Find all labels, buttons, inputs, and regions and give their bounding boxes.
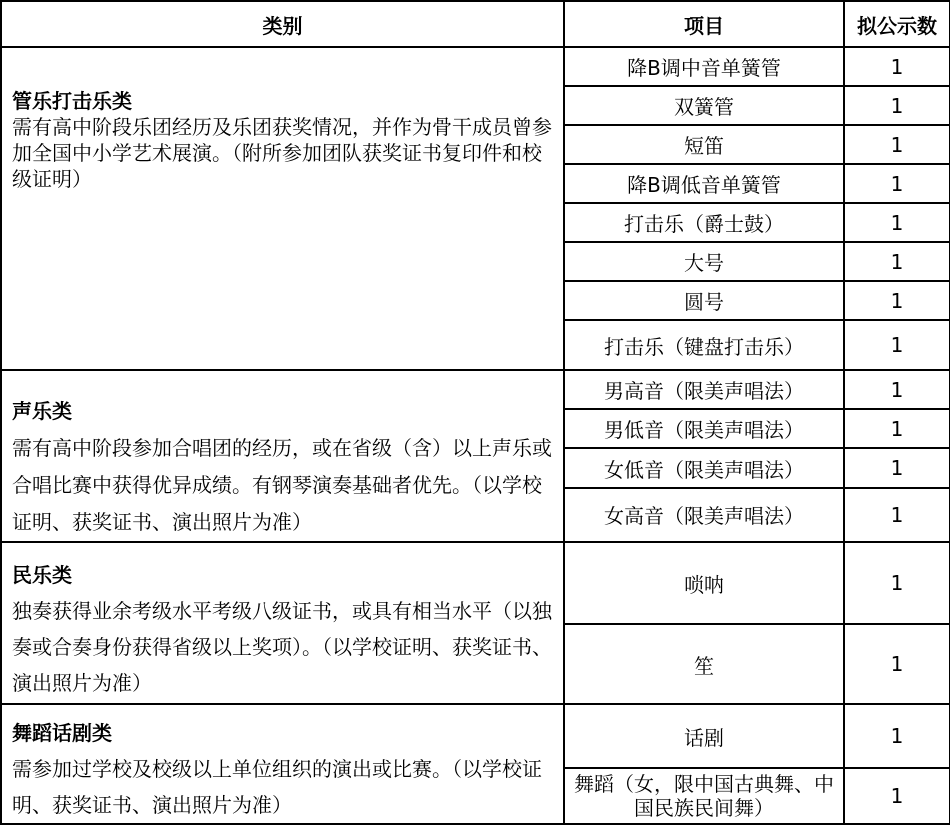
header-count: 拟公示数	[844, 1, 950, 47]
count-cell: 1	[844, 203, 950, 242]
category-description: 独奏获得业余考级水平考级八级证书，或具有相当水平（以独奏或合奏身份获得省级以上奖项）。（以学校证明、获奖证书、演出照片为准）	[12, 599, 552, 695]
item-cell: 话剧	[564, 704, 844, 768]
count-cell: 1	[844, 542, 950, 624]
table-row	[1, 370, 950, 409]
item-cell: 笙	[564, 624, 844, 704]
count-cell: 1	[844, 370, 950, 409]
item-cell: 舞蹈（女，限中国古典舞、中国民族民间舞）	[564, 768, 844, 824]
item-cell: 打击乐（键盘打击乐）	[564, 320, 844, 370]
item-cell: 男低音（限美声唱法）	[564, 409, 844, 448]
table-row	[1, 47, 950, 86]
table-row	[1, 704, 950, 768]
item-cell: 男高音（限美声唱法）	[564, 370, 844, 409]
count-cell: 1	[844, 409, 950, 448]
item-cell: 降B调低音单簧管	[564, 164, 844, 203]
item-cell: 短笛	[564, 125, 844, 164]
category-description: 需参加过学校及校级以上单位组织的演出或比赛。（以学校证明、获奖证书、演出照片为准）	[12, 757, 542, 817]
category-title: 舞蹈话剧类	[12, 721, 112, 745]
count-cell: 1	[844, 164, 950, 203]
category-title: 声乐类	[12, 399, 72, 423]
category-cell-wind-percussion	[1, 47, 564, 370]
table-row	[1, 542, 950, 624]
category-description: 需有高中阶段乐团经历及乐团获奖情况，并作为骨干成员曾参加全国中小学艺术展演。（附所参加团队获奖证书复印件和校级证明）	[12, 115, 552, 191]
count-cell: 1	[844, 448, 950, 487]
category-description: 需有高中阶段参加合唱团的经历，或在省级（含）以上声乐或合唱比赛中获得优异成绩。有钢琴演奏基础者优先。（以学校证明、获奖证书、演出照片为准）	[12, 436, 552, 534]
count-cell: 1	[844, 704, 950, 768]
count-cell: 1	[844, 281, 950, 320]
count-cell: 1	[844, 320, 950, 370]
header-item: 项目	[564, 1, 844, 47]
count-cell: 1	[844, 125, 950, 164]
item-cell: 唢呐	[564, 542, 844, 624]
count-cell: 1	[844, 768, 950, 824]
count-cell: 1	[844, 47, 950, 86]
count-cell: 1	[844, 488, 950, 542]
item-cell: 女低音（限美声唱法）	[564, 448, 844, 487]
category-cell-dance-drama	[1, 704, 564, 824]
item-cell: 圆号	[564, 281, 844, 320]
category-cell-folk	[1, 542, 564, 704]
item-cell: 女高音（限美声唱法）	[564, 488, 844, 542]
category-title: 管乐打击乐类	[12, 89, 132, 113]
category-title: 民乐类	[12, 563, 72, 587]
header-category: 类别	[1, 1, 564, 47]
item-cell: 双簧管	[564, 86, 844, 125]
count-cell: 1	[844, 86, 950, 125]
count-cell: 1	[844, 624, 950, 704]
item-cell: 打击乐（爵士鼓）	[564, 203, 844, 242]
item-cell: 降B调中音单簧管	[564, 47, 844, 86]
item-cell: 大号	[564, 242, 844, 281]
count-cell: 1	[844, 242, 950, 281]
header-row	[1, 1, 950, 47]
category-cell-vocal	[1, 370, 564, 542]
